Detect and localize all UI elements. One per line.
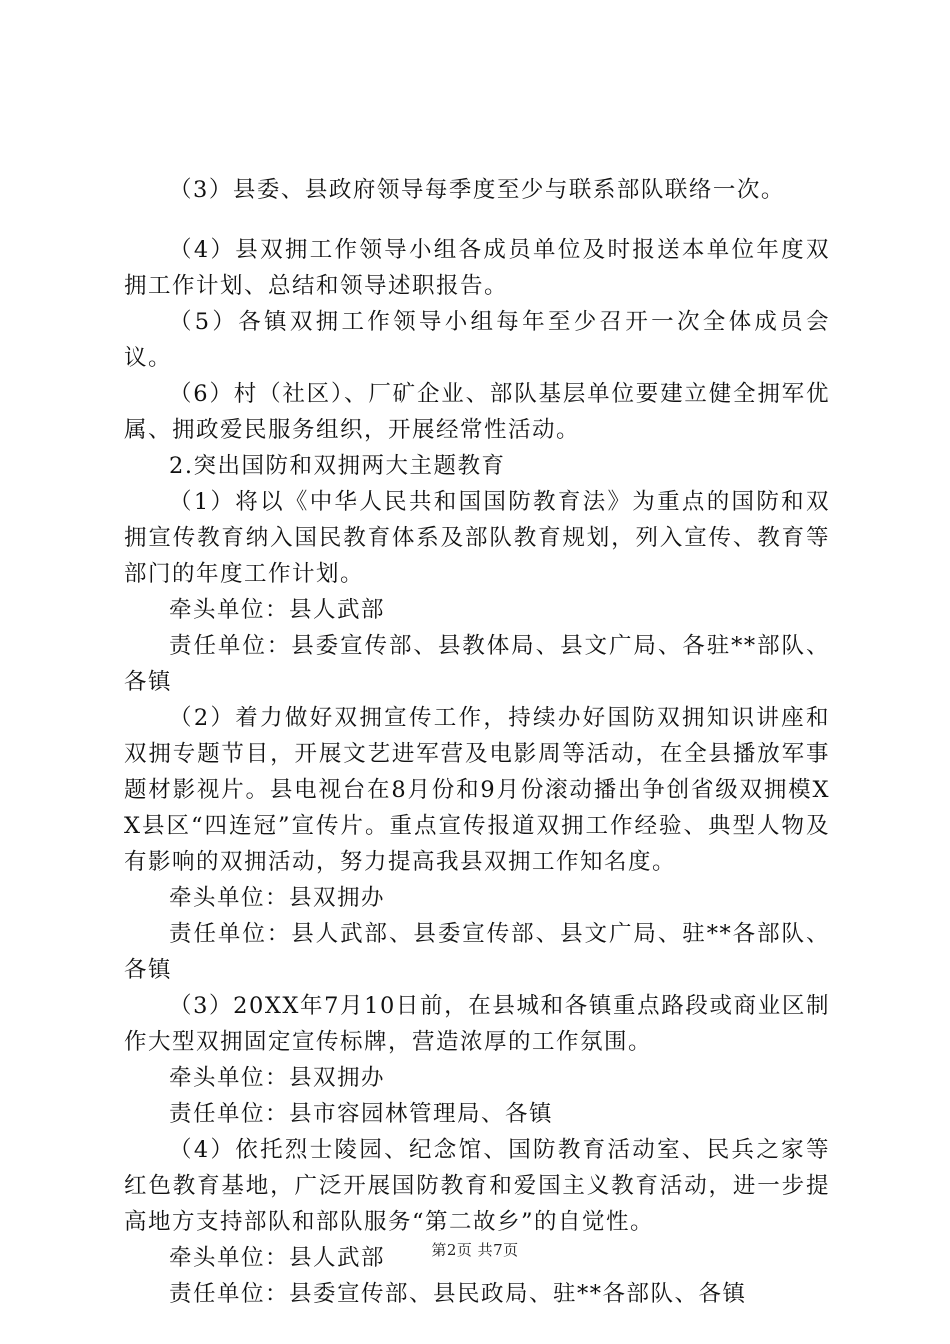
responsible-units: 责任单位：县人武部、县委宣传部、县文广局、驻**各部队、各镇 bbox=[124, 921, 830, 983]
responsible-units: 责任单位：县委宣传部、县民政局、驻**各部队、各镇 bbox=[169, 1281, 747, 1307]
section-heading: 2.突出国防和双拥两大主题教育 bbox=[169, 453, 506, 479]
responsible-units: 责任单位：县委宣传部、县教体局、县文广局、各驻**部队、各镇 bbox=[124, 633, 830, 695]
lead-unit: 牵头单位：县人武部 bbox=[169, 1245, 386, 1271]
paragraph: （6）村（社区）、厂矿企业、部队基层单位要建立健全拥军优属、拥政爱民服务组织，开展经常性活动。 bbox=[124, 381, 830, 443]
paragraph: （4）依托烈士陵园、纪念馆、国防教育活动室、民兵之家等红色教育基地，广泛开展国防教育和爱国主义教育活动，进一步提高地方支持部队和部队服务“第二故乡”的自觉性。 bbox=[124, 1137, 830, 1235]
document-body bbox=[124, 172, 830, 1312]
page-number-footer: 第2页 共7页 bbox=[431, 1241, 519, 1259]
lead-unit: 牵头单位：县双拥办 bbox=[169, 1065, 386, 1091]
paragraph: （2）着力做好双拥宣传工作，持续办好国防双拥知识讲座和双拥专题节目，开展文艺进军营及电影周等活动，在全县播放军事题材影视片。县电视台在8月份和9月份滚动播出争创省级双拥模XX县区“四连冠”宣传片。重点宣传报道双拥工作经验、典型人物及有影响的双拥活动，努力提高我县双拥工作知名度。 bbox=[124, 705, 830, 875]
paragraph: （3）20XX年7月10日前，在县城和各镇重点路段或商业区制作大型双拥固定宣传标牌，营造浓厚的工作氛围。 bbox=[124, 993, 830, 1055]
lead-unit: 牵头单位：县双拥办 bbox=[169, 885, 386, 911]
lead-unit: 牵头单位：县人武部 bbox=[169, 597, 386, 623]
paragraph: （5）各镇双拥工作领导小组每年至少召开一次全体成员会议。 bbox=[124, 309, 830, 371]
paragraph: （1）将以《中华人民共和国国防教育法》为重点的国防和双拥宣传教育纳入国民教育体系及部队教育规划，列入宣传、教育等部门的年度工作计划。 bbox=[124, 489, 830, 587]
paragraph: （3）县委、县政府领导每季度至少与联系部队联络一次。 bbox=[169, 177, 785, 203]
paragraph: （4）县双拥工作领导小组各成员单位及时报送本单位年度双拥工作计划、总结和领导述职报告。 bbox=[124, 237, 830, 299]
responsible-units: 责任单位：县市容园林管理局、各镇 bbox=[169, 1101, 554, 1127]
